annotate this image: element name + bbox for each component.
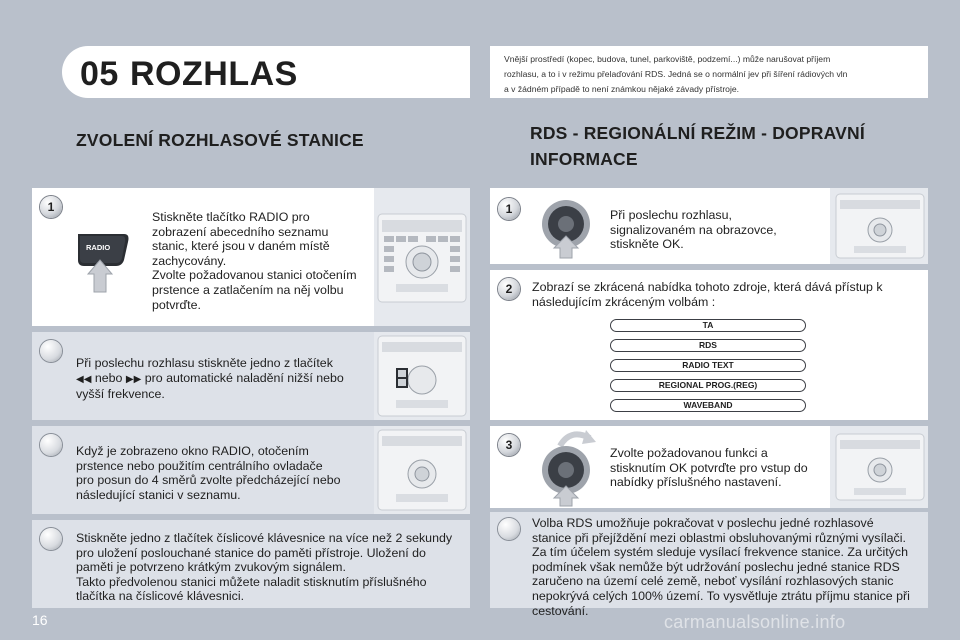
rds-step-2-text: Zobrazí se zkrácená nabídka tohoto zdroje, která dává přístup k následujícím zkráceným volbám : [532, 280, 883, 309]
tip-2-text: Když je zobrazeno okno RADIO, otočením prstence nebo použitím centrálního ovladače pro posun do 4 směrů zvolte předcházející nebo následující stanici v seznamu. [76, 444, 341, 502]
section-title-rds: RDS - REGIONÁLNÍ REŽIM - DOPRAVNÍ INFORMACE [530, 123, 865, 169]
seek-forward-icon: ▶▶ [125, 373, 142, 385]
step-badge-2: 2 [498, 278, 520, 300]
rds-tip-text: Volba RDS umožňuje pokračovat v poslechu jedné rozhlasové stanice při přejíždění mezi oblastmi obsluhovanými různými vysílači. Za tím účelem systém sleduje vysílací frekvence stanice. Za určitých podmínek však nemůže být udržování poslechu jedné stanice RDS zaručeno na území celé země, neboť vysílání rozhlasových stanic nepokrývá celých 100% území. To vysvětluje ztrátu příjmu stanice při cestování. [532, 516, 910, 618]
menu-item-rds[interactable]: RDS [610, 339, 806, 352]
radio-button-label: RADIO [86, 243, 111, 252]
radio-unit-image [376, 210, 468, 306]
radio-unit-image [834, 192, 926, 260]
ok-dial-rotate-icon [536, 424, 598, 508]
tip-icon [40, 434, 62, 456]
menu-item-radio-text[interactable]: RADIO TEXT [610, 359, 806, 372]
tip-3-text: Stiskněte jedno z tlačítek číslicové klávesnice na více než 2 sekundy pro uložení poslouchané stanice do paměti přístroje. Uložení do paměti je potvrzeno krátkým zvukovým signálem. Takto předvolenou stanici můžete naladit stisknutím příslušného tlačítka na číslicové klávesnici. [76, 531, 453, 604]
step-1-text: Stiskněte tlačítko RADIO pro zobrazení abecedního seznamu stanic, které jsou v daném místě zachycovány. Zvolte požadovanou stanici otočením prstence a zatlačením na něj volbu potvrďte. [152, 210, 357, 312]
tip-icon [40, 528, 62, 550]
menu-item-regional-prog[interactable]: REGIONAL PROG.(REG) [610, 379, 806, 392]
radio-unit-image [834, 432, 926, 502]
menu-item-ta[interactable]: TA [610, 319, 806, 332]
watermark: carmanualsonline.info [664, 612, 846, 632]
intro-note: Vnější prostředí (kopec, budova, tunel, parkoviště, podzemí...) může narušovat příjem rozhlasu, a to i v režimu přelaďování RDS. Jedná se o normální jev při šíření rádiových vln a v žádném případě to není známkou nějaké závady přístroje. [490, 46, 928, 98]
tip-icon [498, 518, 520, 540]
seek-back-icon: ◀◀ [76, 373, 92, 385]
radio-unit-image [376, 334, 468, 418]
chapter-title: ROZHLAS [130, 55, 298, 93]
step-badge-1: 1 [40, 196, 62, 218]
tip-1-text: Při poslechu rozhlasu stiskněte jedno z tlačítek ◀◀ nebo ▶▶ pro automatické naladění nižší nebo vyšší frekvence. [76, 356, 344, 402]
section-title-station-selection: ZVOLENÍ ROZHLASOVÉ STANICE [76, 130, 364, 150]
chapter-number: 05 [80, 55, 119, 93]
radio-button-icon [72, 226, 134, 294]
rds-step-3-text: Zvolte požadovanou funkci a stisknutím OK potvrďte pro vstup do nabídky příslušného nastavení. [610, 446, 808, 490]
step-badge-1: 1 [498, 198, 520, 220]
menu-item-waveband[interactable]: WAVEBAND [610, 399, 806, 412]
step-badge-3: 3 [498, 434, 520, 456]
rds-step-1-text: Při poslechu rozhlasu, signalizovaném na obrazovce, stiskněte OK. [610, 208, 777, 252]
tip-icon [40, 340, 62, 362]
radio-unit-image [376, 428, 468, 512]
page-number: 16 [32, 612, 48, 628]
ok-dial-icon [538, 198, 594, 260]
